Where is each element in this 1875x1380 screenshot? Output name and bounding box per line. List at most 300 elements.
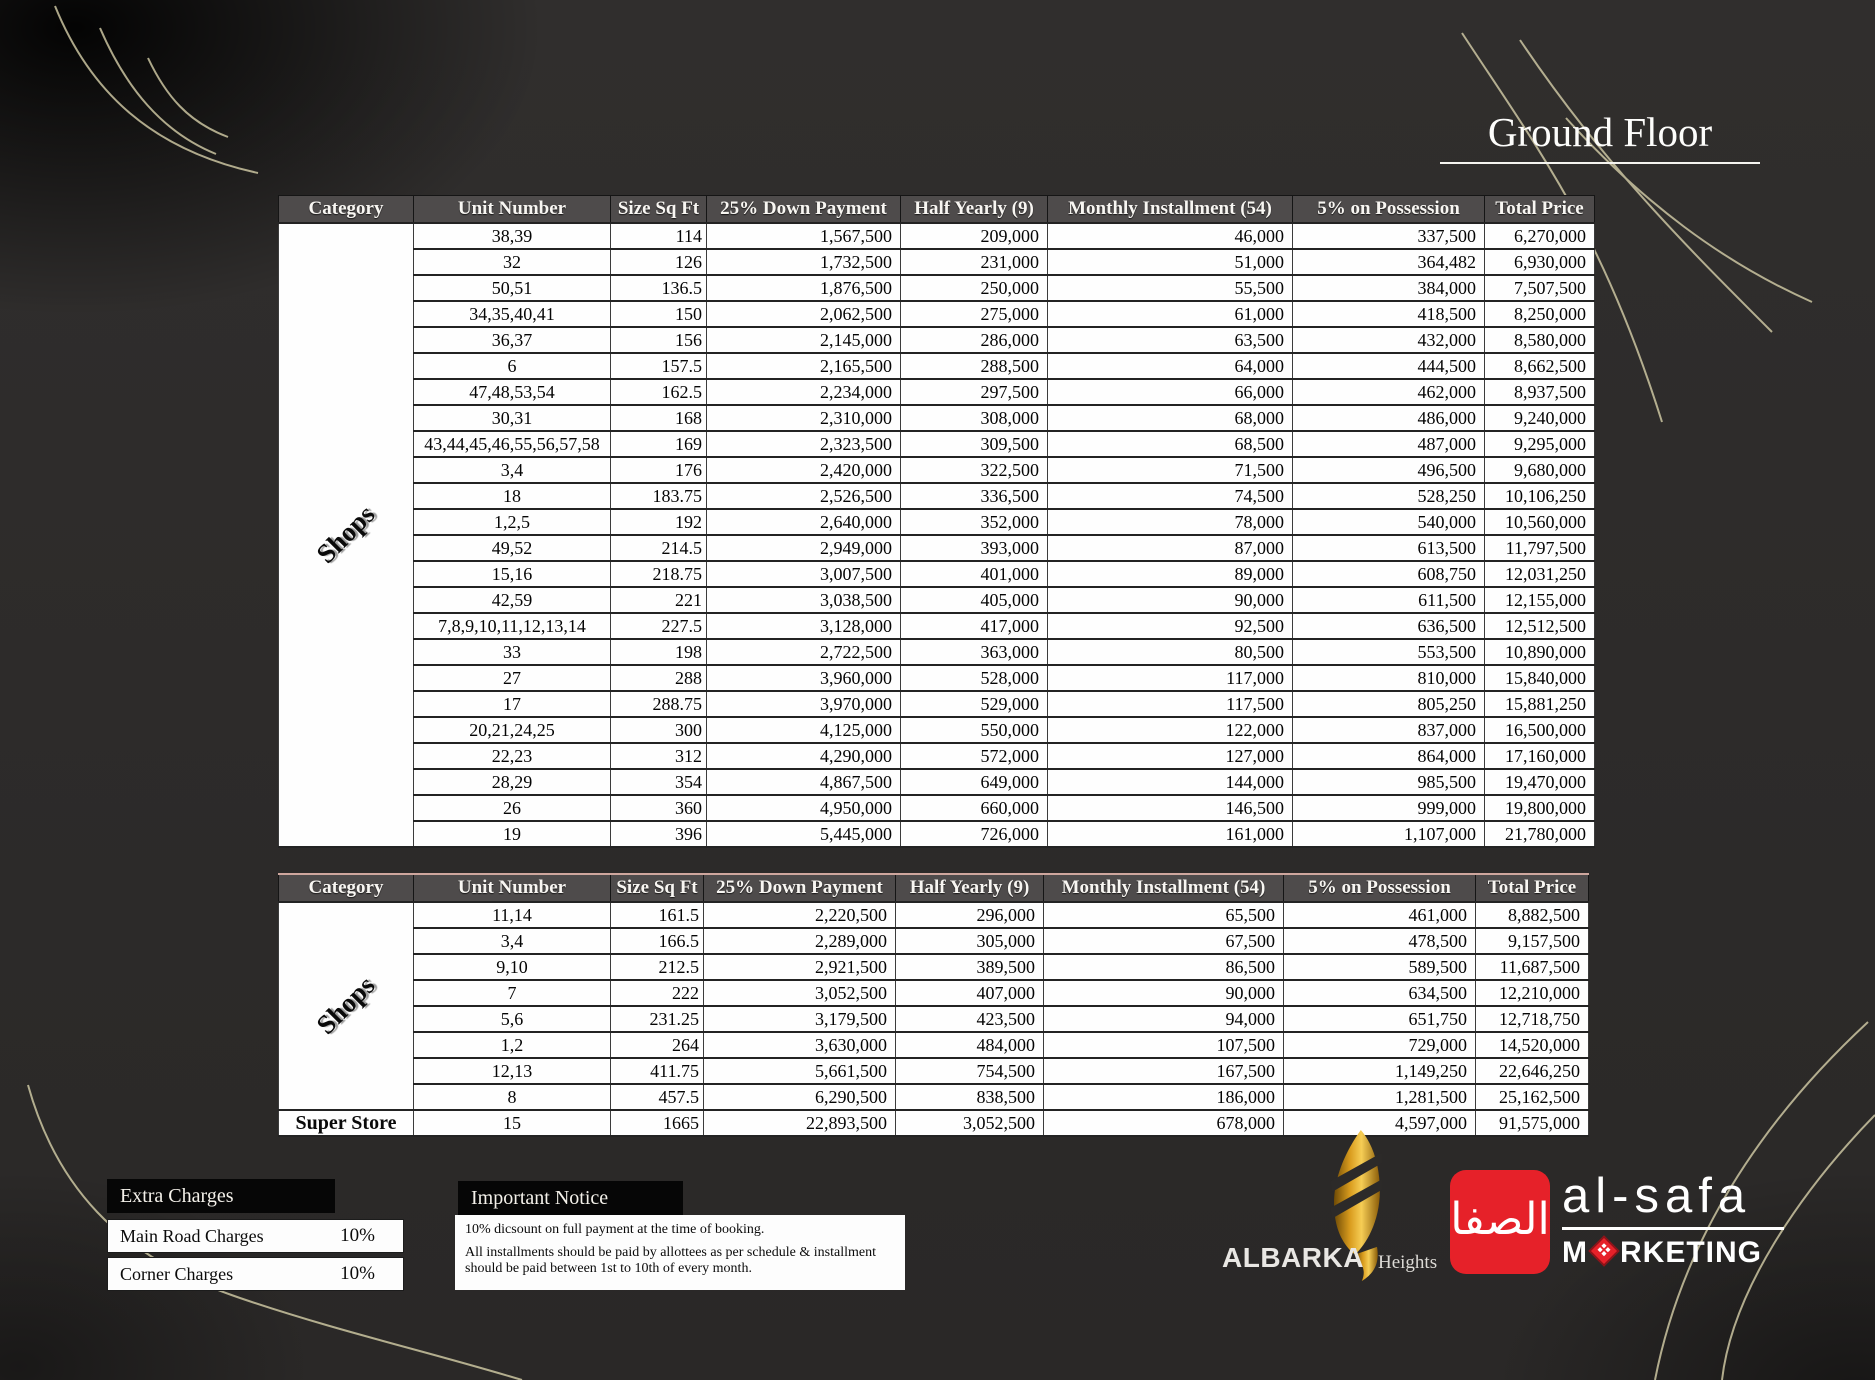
table-cell: 651,750 [1284,1006,1476,1032]
table-cell: 87,000 [1048,535,1293,561]
table-cell: 55,500 [1048,275,1293,301]
table-cell: 2,220,500 [704,902,896,928]
table-row [279,691,1595,717]
table-cell: 3,960,000 [707,665,901,691]
table-cell: 3,007,500 [707,561,901,587]
table-cell: 90,000 [1044,980,1284,1006]
table-cell: 49,52 [414,535,611,561]
table-cell: 300 [611,717,707,743]
table-row [279,743,1595,769]
table-cell: 486,000 [1293,405,1485,431]
table-cell: 2,234,000 [707,379,901,405]
table-cell: 1,281,500 [1284,1084,1476,1110]
table-cell: 17,160,000 [1485,743,1595,769]
table-cell: 8 [414,1084,611,1110]
table-cell: 221 [611,587,707,613]
table-cell: 92,500 [1048,613,1293,639]
table-cell: 363,000 [901,639,1048,665]
table-row [279,535,1595,561]
table-cell: 169 [611,431,707,457]
alsafa-logo [1450,1162,1795,1297]
table-cell: 309,500 [901,431,1048,457]
table-cell: 288 [611,665,707,691]
notice-line: 10% dicsount on full payment at the time of booking. [465,1222,765,1237]
table-cell: 28,29 [414,769,611,795]
table-cell: 167,500 [1044,1058,1284,1084]
table-cell: 183.75 [611,483,707,509]
table-cell: 34,35,40,41 [414,301,611,327]
table-row [279,1006,1589,1032]
table-cell: 12,718,750 [1476,1006,1589,1032]
table-cell: 156 [611,327,707,353]
charge-label: Main Road Charges [120,1226,264,1246]
table-cell: 288,500 [901,353,1048,379]
table-cell: 396 [611,821,707,847]
table-cell: 9,157,500 [1476,928,1589,954]
table-row [279,327,1595,353]
table-cell: 36,37 [414,327,611,353]
table-cell: 7,507,500 [1485,275,1595,301]
table-cell: 5,445,000 [707,821,901,847]
table-cell: 1,2,5 [414,509,611,535]
table-cell: 65,500 [1044,902,1284,928]
charge-value: 10% [340,1225,375,1246]
page-title: Ground Floor [1487,109,1713,155]
table-cell: 264 [611,1032,704,1058]
table-cell: 275,000 [901,301,1048,327]
table-cell: 25,162,500 [1476,1084,1589,1110]
table-row [279,275,1595,301]
table-row [279,769,1595,795]
table-cell: 19,800,000 [1485,795,1595,821]
table-row [279,587,1595,613]
table-row [279,483,1595,509]
table-cell: 86,500 [1044,954,1284,980]
table-cell: 864,000 [1293,743,1485,769]
table-cell: 15,881,250 [1485,691,1595,717]
table-cell: 68,000 [1048,405,1293,431]
table-row [279,902,1589,928]
page-title-block [1440,108,1760,164]
table-cell: 3,179,500 [704,1006,896,1032]
table-cell: 157.5 [611,353,707,379]
table-cell: 528,000 [901,665,1048,691]
table-cell: 42,59 [414,587,611,613]
table-cell: 8,882,500 [1476,902,1589,928]
table-cell: 150 [611,301,707,327]
table-cell: 3,630,000 [704,1032,896,1058]
column-header: 5% on Possession [1293,196,1485,224]
table-cell: 636,500 [1293,613,1485,639]
table-cell: 15 [414,1110,611,1136]
table-cell: 393,000 [901,535,1048,561]
table-cell: 127,000 [1048,743,1293,769]
table-cell: 10,106,250 [1485,483,1595,509]
table-cell: 250,000 [901,275,1048,301]
table-cell: 68,500 [1048,431,1293,457]
table-cell: 352,000 [901,509,1048,535]
table-cell: 176 [611,457,707,483]
column-header: 5% on Possession [1284,874,1476,902]
table-cell: 198 [611,639,707,665]
table-row [279,353,1595,379]
table-cell: 12,13 [414,1058,611,1084]
table-cell: 6,270,000 [1485,223,1595,249]
table-cell: 444,500 [1293,353,1485,379]
table-cell: 660,000 [901,795,1048,821]
column-header: Unit Number [414,196,611,224]
extra-charge-row [107,1257,404,1291]
table-cell: 4,867,500 [707,769,901,795]
table-cell: 354 [611,769,707,795]
table-cell: 46,000 [1048,223,1293,249]
table-cell: 360 [611,795,707,821]
table-cell: 50,51 [414,275,611,301]
table-cell: 114 [611,223,707,249]
table-cell: 6 [414,353,611,379]
column-header: Unit Number [414,874,611,902]
table-cell: 162.5 [611,379,707,405]
table-cell: 146,500 [1048,795,1293,821]
table-cell: 38,39 [414,223,611,249]
table-cell: 1665 [611,1110,704,1136]
table-cell: 222 [611,980,704,1006]
table-cell: 1,2 [414,1032,611,1058]
table-cell: 411.75 [611,1058,704,1084]
table-cell: 296,000 [896,902,1044,928]
table-cell: 478,500 [1284,928,1476,954]
table-cell: 11,687,500 [1476,954,1589,980]
table-cell: 17 [414,691,611,717]
table-cell: 19,470,000 [1485,769,1595,795]
table-cell: 754,500 [896,1058,1044,1084]
table-row [279,795,1595,821]
column-header: 25% Down Payment [704,874,896,902]
table-cell: 3,970,000 [707,691,901,717]
table-cell: 22,23 [414,743,611,769]
table-cell: 729,000 [1284,1032,1476,1058]
table-cell: 5,661,500 [704,1058,896,1084]
table-cell: 999,000 [1293,795,1485,821]
column-header: Half Yearly (9) [901,196,1048,224]
table-row [279,457,1595,483]
table-cell: 209,000 [901,223,1048,249]
table-cell: 32 [414,249,611,275]
table-cell: 1,876,500 [707,275,901,301]
table-cell: 9,680,000 [1485,457,1595,483]
table-cell: 2,145,000 [707,327,901,353]
table-cell: 212.5 [611,954,704,980]
table-cell: 3,052,500 [896,1110,1044,1136]
table-cell: 678,000 [1044,1110,1284,1136]
important-notice-body [455,1215,905,1290]
table-cell: 337,500 [1293,223,1485,249]
table-row [279,717,1595,743]
table-cell: 837,000 [1293,717,1485,743]
table-cell: 2,921,500 [704,954,896,980]
table-cell: 15,16 [414,561,611,587]
table-cell: 1,149,250 [1284,1058,1476,1084]
table-cell: 2,062,500 [707,301,901,327]
table-cell: 12,512,500 [1485,613,1595,639]
table-cell: 389,500 [896,954,1044,980]
table-cell: 4,597,000 [1284,1110,1476,1136]
alsafa-calligraphy-icon: الصفا [1450,1170,1550,1274]
table-cell: 2,722,500 [707,639,901,665]
table-cell: 11,14 [414,902,611,928]
table-row [279,561,1595,587]
table-cell: 2,949,000 [707,535,901,561]
table-cell: 107,500 [1044,1032,1284,1058]
table-cell: 589,500 [1284,954,1476,980]
table-cell: 384,000 [1293,275,1485,301]
albarka-name: ALBARKA [1222,1242,1364,1273]
table-row [279,1032,1589,1058]
table-cell: 117,500 [1048,691,1293,717]
table-cell: 401,000 [901,561,1048,587]
table-cell: 168 [611,405,707,431]
table-cell: 4,125,000 [707,717,901,743]
table-header [279,196,1595,224]
table-cell: 51,000 [1048,249,1293,275]
table-cell: 2,526,500 [707,483,901,509]
table-row [279,223,1595,249]
column-header: Half Yearly (9) [896,874,1044,902]
ground-floor-table-lower [278,873,1589,1137]
table-cell: 16,500,000 [1485,717,1595,743]
table-cell: 2,420,000 [707,457,901,483]
table-cell: 10,560,000 [1485,509,1595,535]
column-header: Monthly Installment (54) [1044,874,1284,902]
table-cell: 5,6 [414,1006,611,1032]
table-cell: 1,567,500 [707,223,901,249]
table-cell: 297,500 [901,379,1048,405]
table-cell: 8,937,500 [1485,379,1595,405]
table-cell: 312 [611,743,707,769]
table-cell: 572,000 [901,743,1048,769]
table-cell: 423,500 [896,1006,1044,1032]
alsafa-marketing-line: M RKETING [1562,1236,1762,1269]
table-cell: 305,000 [896,928,1044,954]
notice-line: All installments should be paid by allottees as per schedule & installment should be paid between 1st to 10th of every month. [465,1245,876,1276]
table-cell: 33 [414,639,611,665]
table-cell: 461,000 [1284,902,1476,928]
table-cell: 418,500 [1293,301,1485,327]
table-cell: 80,500 [1048,639,1293,665]
table-row [279,405,1595,431]
table-cell: 613,500 [1293,535,1485,561]
column-header: Size Sq Ft [611,874,704,902]
table-cell: 3,128,000 [707,613,901,639]
table-cell: 11,797,500 [1485,535,1595,561]
table-cell: 405,000 [901,587,1048,613]
diamond-a-icon [1588,1235,1619,1266]
alsafa-wordmark: al-safa [1562,1168,1784,1230]
table-cell: 1,732,500 [707,249,901,275]
table-cell: 12,155,000 [1485,587,1595,613]
table-cell: 985,500 [1293,769,1485,795]
table-cell: 2,323,500 [707,431,901,457]
table-cell: 810,000 [1293,665,1485,691]
table-cell: 90,000 [1048,587,1293,613]
table-cell: 3,052,500 [704,980,896,1006]
table-row [279,613,1595,639]
table-cell: 218.75 [611,561,707,587]
table-cell: 336,500 [901,483,1048,509]
extra-charge-row [107,1219,404,1253]
table-cell: 6,290,500 [704,1084,896,1110]
table-row [279,1084,1589,1110]
column-header: 25% Down Payment [707,196,901,224]
table-cell: 608,750 [1293,561,1485,587]
table-row [279,639,1595,665]
category-cell: Shops [279,902,414,1110]
table-cell: 166.5 [611,928,704,954]
table-cell: 7,8,9,10,11,12,13,14 [414,613,611,639]
column-header: Category [279,196,414,224]
table-cell: 286,000 [901,327,1048,353]
table-cell: 6,930,000 [1485,249,1595,275]
table-cell: 4,290,000 [707,743,901,769]
table-row [279,1058,1589,1084]
table-row [279,928,1589,954]
table-cell: 1,107,000 [1293,821,1485,847]
table-cell: 553,500 [1293,639,1485,665]
table-cell: 288.75 [611,691,707,717]
albarka-logo [1218,1128,1438,1283]
table-cell: 192 [611,509,707,535]
table-cell: 540,000 [1293,509,1485,535]
table-cell: 417,000 [901,613,1048,639]
table-row [279,954,1589,980]
table-cell: 161.5 [611,902,704,928]
table-cell: 838,500 [896,1084,1044,1110]
table-cell: 227.5 [611,613,707,639]
table-cell: 2,640,000 [707,509,901,535]
table-cell: 136.5 [611,275,707,301]
table-cell: 91,575,000 [1476,1110,1589,1136]
table-cell: 67,500 [1044,928,1284,954]
table-cell: 117,000 [1048,665,1293,691]
table-cell: 144,000 [1048,769,1293,795]
table-cell: 20,21,24,25 [414,717,611,743]
table-cell: 12,210,000 [1476,980,1589,1006]
table-cell: 27 [414,665,611,691]
table-cell: 89,000 [1048,561,1293,587]
table-cell: 43,44,45,46,55,56,57,58 [414,431,611,457]
table-cell: 22,893,500 [704,1110,896,1136]
table-cell: 66,000 [1048,379,1293,405]
table-cell: 26 [414,795,611,821]
column-header: Total Price [1485,196,1595,224]
table-cell: 74,500 [1048,483,1293,509]
table-cell: 484,000 [896,1032,1044,1058]
table-cell: 64,000 [1048,353,1293,379]
table-cell: 407,000 [896,980,1044,1006]
table-cell: 78,000 [1048,509,1293,535]
table-cell: 529,000 [901,691,1048,717]
column-header: Total Price [1476,874,1589,902]
table-row [279,980,1589,1006]
table-cell: 7 [414,980,611,1006]
albarka-suffix: Heights [1378,1252,1438,1273]
table-cell: 4,950,000 [707,795,901,821]
table-cell: 3,038,500 [707,587,901,613]
table-cell: 308,000 [901,405,1048,431]
table-cell: 8,250,000 [1485,301,1595,327]
table-row [279,665,1595,691]
column-header: Monthly Installment (54) [1048,196,1293,224]
table-cell: 61,000 [1048,301,1293,327]
table-cell: 2,289,000 [704,928,896,954]
column-header: Size Sq Ft [611,196,707,224]
table-cell: 63,500 [1048,327,1293,353]
table-cell: 8,580,000 [1485,327,1595,353]
table-row [279,431,1595,457]
category-cell: Super Store [279,1110,414,1136]
title-underline [1440,162,1760,164]
table-cell: 805,250 [1293,691,1485,717]
ground-floor-table-upper [278,195,1595,848]
table-cell: 231,000 [901,249,1048,275]
table-cell: 9,240,000 [1485,405,1595,431]
table-row [279,301,1595,327]
table-cell: 3,4 [414,457,611,483]
table-cell: 15,840,000 [1485,665,1595,691]
charge-value: 10% [340,1263,375,1284]
table-cell: 231.25 [611,1006,704,1032]
table-cell: 9,295,000 [1485,431,1595,457]
table-cell: 322,500 [901,457,1048,483]
table-cell: 364,482 [1293,249,1485,275]
table-cell: 3,4 [414,928,611,954]
table-cell: 22,646,250 [1476,1058,1589,1084]
table-cell: 634,500 [1284,980,1476,1006]
table-cell: 21,780,000 [1485,821,1595,847]
table-cell: 528,250 [1293,483,1485,509]
table-cell: 2,165,500 [707,353,901,379]
column-header: Category [279,874,414,902]
table-row [279,821,1595,847]
table-cell: 47,48,53,54 [414,379,611,405]
table-cell: 649,000 [901,769,1048,795]
table-cell: 14,520,000 [1476,1032,1589,1058]
table-cell: 9,10 [414,954,611,980]
table-cell: 432,000 [1293,327,1485,353]
table-cell: 8,662,500 [1485,353,1595,379]
table-cell: 2,310,000 [707,405,901,431]
table-cell: 94,000 [1044,1006,1284,1032]
category-cell: Shops [279,223,414,847]
table-cell: 122,000 [1048,717,1293,743]
table-cell: 457.5 [611,1084,704,1110]
table-cell: 30,31 [414,405,611,431]
table-cell: 214.5 [611,535,707,561]
table-cell: 611,500 [1293,587,1485,613]
table-cell: 71,500 [1048,457,1293,483]
table-cell: 161,000 [1048,821,1293,847]
table-cell: 186,000 [1044,1084,1284,1110]
table-row [279,509,1595,535]
table-cell: 10,890,000 [1485,639,1595,665]
table-cell: 496,500 [1293,457,1485,483]
table-cell: 726,000 [901,821,1048,847]
table-header [279,874,1589,902]
table-cell: 126 [611,249,707,275]
charge-label: Corner Charges [120,1264,234,1284]
important-notice-header: Important Notice [458,1181,683,1215]
table-cell: 12,031,250 [1485,561,1595,587]
